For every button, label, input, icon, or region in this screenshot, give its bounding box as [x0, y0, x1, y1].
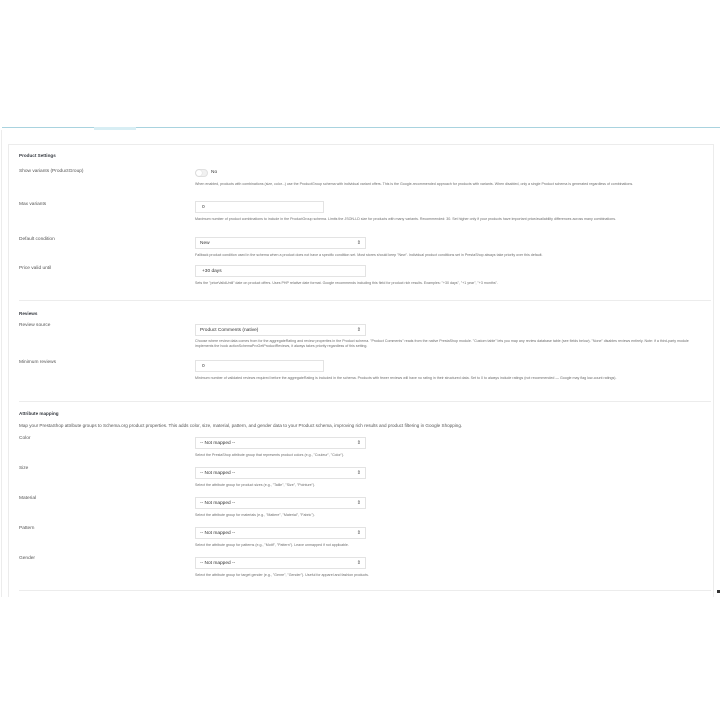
gender-value: -- Not mapped --	[200, 561, 236, 566]
minimum-reviews-label: Minimum reviews	[19, 360, 57, 365]
show-variants-help: When enabled, products with combinations (size, color...) use the ProductGroup schema with individual variant offers. This is the Google-recommended approach for products with variants. When disabled, only a single Product schema is generated regardless of combinations.	[195, 182, 634, 186]
show-variants-label: Show variants (ProductGroup)	[19, 169, 84, 174]
size-value: -- Not mapped --	[200, 471, 236, 476]
settings-panel	[8, 144, 714, 597]
active-tab-indicator[interactable]	[94, 127, 136, 130]
section-divider	[19, 401, 711, 402]
pattern-select[interactable]	[195, 527, 366, 539]
show-variants-toggle[interactable]	[195, 169, 208, 177]
select-caret-icon: ⇕	[356, 530, 361, 536]
select-caret-icon: ⇕	[356, 240, 361, 246]
toggle-knob	[196, 170, 202, 176]
select-caret-icon: ⇕	[356, 470, 361, 476]
max-variants-label: Max variants	[19, 202, 47, 207]
select-caret-icon: ⇕	[356, 440, 361, 446]
left-rail	[1, 130, 2, 597]
review-source-value: Product Comments (native)	[200, 328, 259, 333]
default-condition-help: Fallback product condition used in the schema when a product does not have a specific condition set. Most stores should keep "New". Individual product conditions set in PrestaShop always take priority over this default.	[195, 253, 543, 257]
config-form-frame	[0, 127, 720, 597]
section-title-product-settings: Product Settings	[19, 153, 56, 158]
gender-label: Gender	[19, 556, 35, 561]
material-value: -- Not mapped --	[200, 501, 236, 506]
price-valid-until-input[interactable]: +30 days	[195, 265, 366, 277]
color-value: -- Not mapped --	[200, 441, 236, 446]
gender-help: Select the attribute group for target gender (e.g., "Genre", "Gender"). Useful for apparel and fashion products.	[195, 573, 369, 577]
section-divider	[19, 300, 711, 301]
material-help: Select the attribute group for materials (e.g., "Matiere", "Material", "Fabric").	[195, 513, 315, 517]
material-label: Material	[19, 496, 37, 501]
tab-bar	[2, 127, 720, 131]
max-variants-help: Maximum number of product combinations to include in the ProductGroup schema. Limits the JSON-LD size for products with many variants. Recommended: 30. Set higher only if your products have important price/availability differences across many combinations.	[195, 217, 616, 221]
default-condition-select[interactable]	[195, 237, 366, 249]
attribute-mapping-intro: Map your PrestaShop attribute groups to Schema.org product properties. This adds color, size, material, pattern, and gender data to your Product schema, improving rich results and product filtering in Google Shopping.	[19, 423, 463, 428]
section-title-attribute-mapping: Attribute mapping	[19, 411, 59, 416]
default-condition-label: Default condition	[19, 237, 55, 242]
show-variants-value: No	[211, 170, 218, 175]
review-source-help: Choose where review data comes from for the aggregateRating and review properties in the Product schema. "Product Comments" reads from the native PrestaShop module. "Custom table" lets you map any review database table (see fields below). "None" disables reviews entirely. Note: if a third-party module implements the hook actionSchemaProGetProductReviews, it always takes priority regardless of this setting.	[195, 339, 689, 349]
price-valid-until-label: Price valid until	[19, 266, 52, 271]
minimum-reviews-input[interactable]: 0	[195, 360, 324, 372]
max-variants-input[interactable]: 0	[195, 201, 324, 213]
size-label: Size	[19, 466, 29, 471]
color-help: Select the PrestaShop attribute group that represents product colors (e.g., "Couleur", "Color").	[195, 453, 345, 457]
select-caret-icon: ⇕	[356, 327, 361, 333]
gender-select[interactable]	[195, 557, 366, 569]
color-select[interactable]	[195, 437, 366, 449]
select-caret-icon: ⇕	[356, 560, 361, 566]
color-label: Color	[19, 436, 31, 441]
section-divider	[19, 590, 711, 591]
review-source-label: Review source	[19, 323, 51, 328]
price-valid-until-help: Sets the "priceValidUntil" date on product offers. Uses PHP relative date format. Google recommends including this field for product rich results. Examples: "+30 days", "+1 year", "+3 months".	[195, 281, 498, 285]
default-condition-value: New	[200, 241, 210, 246]
select-caret-icon: ⇕	[356, 500, 361, 506]
pattern-label: Pattern	[19, 526, 35, 531]
pattern-help: Select the attribute group for patterns (e.g., "Motif", "Pattern"). Leave unmapped if not applicable.	[195, 543, 349, 547]
minimum-reviews-help: Minimum number of validated reviews required before the aggregateRating is included in the schema. Products with fewer reviews will have no rating in their structured data. Set to 0 to always include ratings (not recommended — Google may flag low-count ratings).	[195, 376, 617, 380]
size-select[interactable]	[195, 467, 366, 479]
pattern-value: -- Not mapped --	[200, 531, 236, 536]
size-help: Select the attribute group for product sizes (e.g., "Taille", "Size", "Pointure").	[195, 483, 316, 487]
review-source-select[interactable]	[195, 324, 366, 336]
section-title-reviews: Reviews	[19, 311, 38, 316]
material-select[interactable]	[195, 497, 366, 509]
